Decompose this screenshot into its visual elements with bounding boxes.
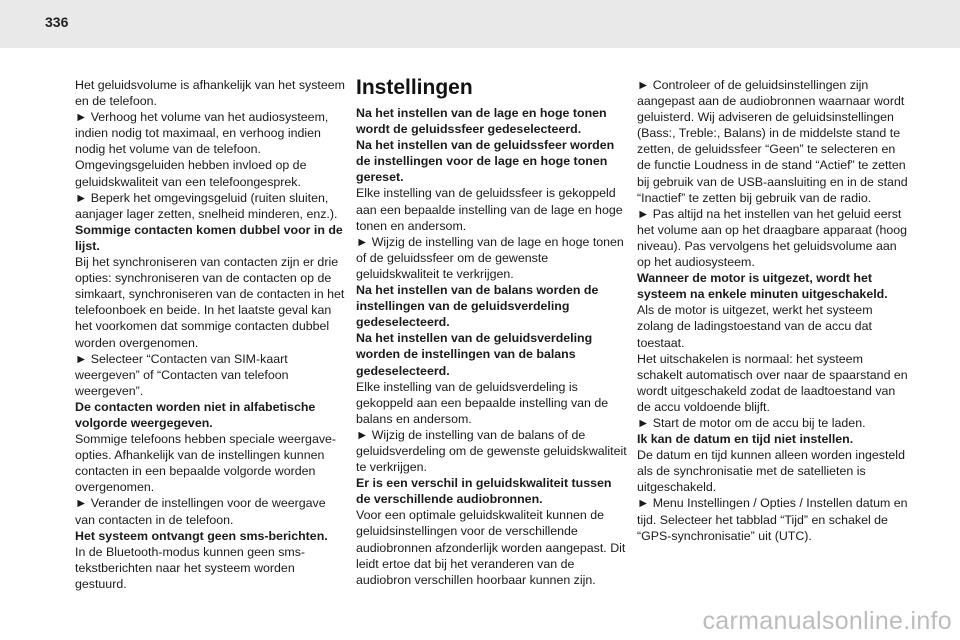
column-right — [637, 77, 909, 544]
paragraph: Elke instelling van de geluidsverdeling is gekoppeld aan een bepaalde instelling van de balans en andersom. — [356, 379, 609, 426]
paragraph: ► Controleer of de geluidsinstellingen zijn aangepast aan de audiobronnen waarnaar wordt geluisterd. Wij adviseren de geluidsinstellingen (Bass:, Treble:, Balans) in de middelste stand te zetten, de geluidssfeer “Geen” te selecteren en de functie Loudness in de stand “Actief” te zetten bij gebruik van de USB-aansluiting en in de stand “Inactief” te zetten bij gebruik van de radio. — [637, 78, 908, 205]
question-heading: Er is een verschil in geluidskwaliteit tussen de verschillende audiobronnen. — [356, 476, 612, 507]
paragraph: ► Selecteer “Contacten van SIM-kaart weergeven” of “Contacten van telefoon weergeven”. — [75, 351, 289, 398]
column-left — [75, 77, 347, 592]
paragraph: In de Bluetooth-modus kunnen geen sms-tekstberichten naar het systeem worden gestuurd. — [75, 544, 306, 591]
question-heading: Na het instellen van de lage en hoge tonen wordt de geluidssfeer gedeselecteerd. — [356, 106, 607, 137]
column-middle — [356, 75, 628, 588]
question-heading: Het systeem ontvangt geen sms-berichten. — [75, 528, 328, 543]
paragraph: Het uitschakelen is normaal: het systeem schakelt automatisch over naar de spaarstand en wordt uitgeschakeld zodat de laadtoestand van de accu voldoende blijft. — [637, 351, 908, 414]
question-heading: Wanneer de motor is uitgezet, wordt het systeem na enkele minuten uitgeschakeld. — [637, 271, 888, 302]
question-heading: Na het instellen van de geluidssfeer worden de instellingen voor de lage en hoge tonen gereset. — [356, 138, 615, 185]
question-heading: Na het instellen van de geluidsverdeling worden de instellingen van de balans gedeselecteerd. — [356, 331, 593, 378]
paragraph: ► Wijzig de instelling van de balans of de geluidsverdeling om de gewenste geluidskwaliteit te verkrijgen. — [356, 427, 627, 475]
section-heading: Instellingen — [356, 76, 473, 99]
paragraph: Sommige telefoons hebben speciale weergave-opties. Afhankelijk van de instellingen kunnen contacten in een bepaalde volgorde worden overgenomen. — [75, 432, 337, 495]
paragraph: Elke instelling van de geluidssfeer is gekoppeld aan een bepaalde instelling van de lage en hoge tonen en andersom. — [356, 186, 623, 233]
page-number: 336 — [45, 14, 69, 30]
paragraph: Het geluidsvolume is afhankelijk van het systeem en de telefoon. — [75, 78, 345, 109]
paragraph: Voor een optimale geluidskwaliteit kunnen de geluidsinstellingen voor de verschillende audiobronnen afzonderlijk worden aangepast. Dit leidt ertoe dat bij het veranderen van de audiobron verschillen hoorbaar kunnen zijn. — [356, 508, 626, 587]
paragraph: ► Pas altijd na het instellen van het geluid eerst het volume aan op het draagbare apparaat (hoog niveau). Pas vervolgens het geluidsvolume aan op het audiosysteem. — [637, 206, 908, 270]
paragraph: Als de motor is uitgezet, werkt het systeem zolang de ladingstoestand van de accu dat toestaat. — [637, 303, 873, 350]
question-heading: Ik kan de datum en tijd niet instellen. — [637, 432, 854, 447]
column-middle-body — [356, 105, 628, 588]
paragraph: ► Beperk het omgevingsgeluid (ruiten sluiten, aanjager lager zetten, snelheid minderen, enz.). — [75, 190, 338, 221]
question-heading: Sommige contacten komen dubbel voor in de lijst. — [75, 222, 343, 253]
page-header-bar — [0, 0, 960, 48]
paragraph: ► Verhoog het volume van het audiosysteem, indien nodig tot maximaal, en verhoog indien nodig het volume van de telefoon. — [75, 110, 329, 157]
paragraph: ► Wijzig de instelling van de lage en hoge tonen of de geluidssfeer om de gewenste geluidskwaliteit te verkrijgen. — [356, 234, 624, 281]
question-heading: De contacten worden niet in alfabetische volgorde weergegeven. — [75, 399, 316, 430]
watermark: carmanualsonline.info — [702, 607, 952, 635]
paragraph: Omgevingsgeluiden hebben invloed op de geluidskwaliteit van een telefoongesprek. — [75, 158, 307, 189]
question-heading: Na het instellen van de balans worden de instellingen van de geluidsverdeling gedeselecteerd. — [356, 283, 599, 330]
paragraph: ► Menu Instellingen / Opties / Instellen datum en tijd. Selecteer het tabblad “Tijd” en schakel de “GPS-synchronisatie” uit (UTC). — [637, 496, 908, 543]
paragraph: Bij het synchroniseren van contacten zijn er drie opties: synchroniseren van de contacten op de simkaart, synchroniseren van de contacten in het telefoonboek en beide. In het laatste geval kan het voorkomen dat sommige contacten dubbel worden overgenomen. — [75, 255, 345, 350]
paragraph: ► Verander de instellingen voor de weergave van contacten in de telefoon. — [75, 496, 326, 527]
paragraph: De datum en tijd kunnen alleen worden ingesteld als de synchronisatie met de satellieten is uitgeschakeld. — [637, 448, 905, 495]
paragraph: ► Start de motor om de accu bij te laden. — [637, 415, 866, 430]
